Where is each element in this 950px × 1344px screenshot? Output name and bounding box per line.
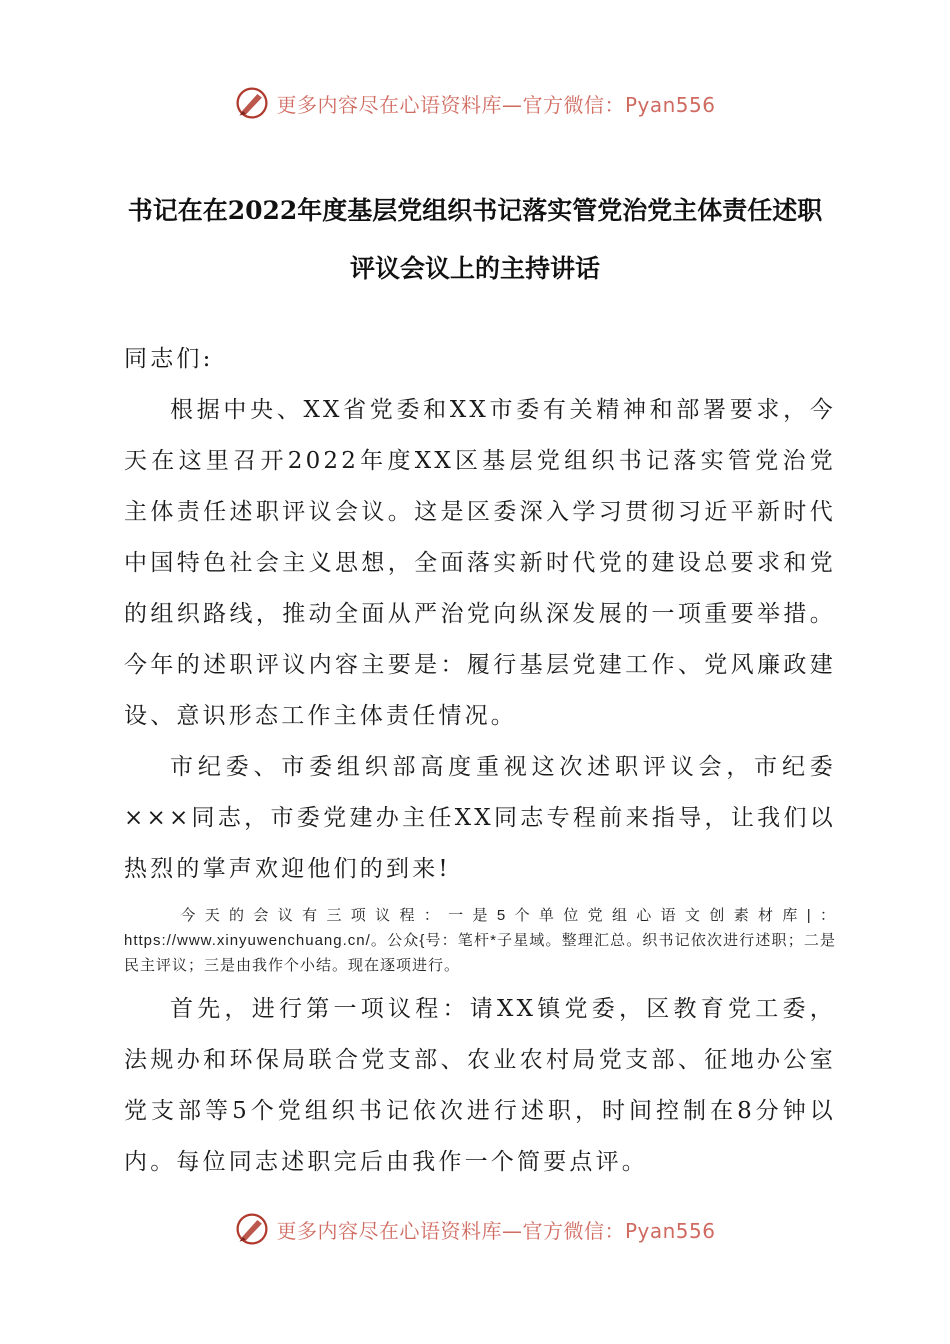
agenda-paragraph xyxy=(124,903,836,978)
paragraph-1: 根据中央、XX省党委和XX市委有关精神和部署要求，今天在这里召开2022年度XX区基层党组织书记落实管党治党主体责任述职评议会议。这是区委深入学习贯彻习近平新时代中国特色社会主义思想，全面落实新时代党的建设总要求和党的组织路线，推动全面从严治党向纵深发展的一项重要举措。今年的述职评议内容主要是：履行基层党建工作、党风廉政建设、意识形态工作主体责任情况。 xyxy=(124,397,836,729)
pen-logo-icon xyxy=(234,85,270,121)
pen-logo-icon xyxy=(234,1211,270,1247)
watermark-text: 更多内容尽在心语资料库—官方微信：Pyan556 xyxy=(276,92,716,117)
title-line-2: 评议会议上的主持讲话 xyxy=(349,254,600,283)
watermark-header xyxy=(0,80,950,126)
document-body xyxy=(124,334,836,1188)
watermark-footer xyxy=(0,1206,950,1252)
agenda-text: 今天的会议有三项议程：一是5个单位党组心语文创素材库|：https://www.xinyuwenchuang.cn/。公众{号：笔杆*子星域。整理汇总。织书记依次进行述职；二是民主评议；三是由我作个小结。现在逐项进行。 xyxy=(124,907,836,974)
paragraph-2: 市纪委、市委组织部高度重视这次述职评议会，市纪委×××同志，市委党建办主任XX同志专程前来指导，让我们以热烈的掌声欢迎他们的到来! xyxy=(124,754,836,882)
greeting: 同志们: xyxy=(124,346,214,372)
document-title xyxy=(100,182,850,298)
watermark-text: 更多内容尽在心语资料库—官方微信：Pyan556 xyxy=(276,1218,716,1243)
paragraph-3: 首先，进行第一项议程：请XX镇党委，区教育党工委，法规办和环保局联合党支部、农业农村局党支部、征地办公室党支部等5个党组织书记依次进行述职，时间控制在8分钟以内。每位同志述职完后由我作一个简要点评。 xyxy=(124,996,836,1175)
title-line-1: 书记在在2022年度基层党组织书记落实管党治党主体责任述职 xyxy=(127,196,823,225)
